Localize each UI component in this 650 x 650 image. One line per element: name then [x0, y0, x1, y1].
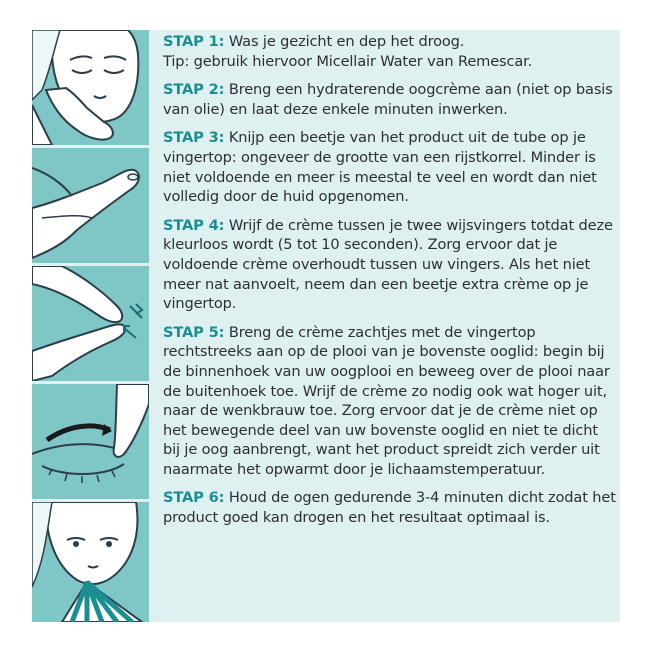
woman-cleansing-face-illustration [32, 30, 149, 145]
step-4-text: Wrijf de crème tussen je twee wijsvingers totdat deze kleurloos wordt (5 tot 10 seconden). Zorg ervoor dat je voldoende crème overhoudt tussen uw vingers. Als het niet meer nat aanvoelt, neem dan een beetje extra crème op je vingertop. [163, 216, 613, 313]
steps-list [163, 32, 618, 537]
face-fan-drawing [32, 502, 149, 622]
eyelid-drawing [32, 384, 149, 499]
step-5 [163, 323, 618, 480]
step-6-text: Houd de ogen gedurende 3-4 minuten dicht zodat het product goed kan drogen en het resultaat optimaal is. [163, 489, 616, 527]
step-3 [163, 128, 618, 206]
fingertip-with-cream-illustration [32, 148, 149, 263]
step-1-label: STAP 1: [163, 33, 225, 50]
step-2-text: Breng een hydraterende oogcrème aan (niet op basis van olie) en laat deze enkele minuten inwerken. [163, 81, 613, 118]
rubbing-fingertips-illustration [32, 266, 149, 381]
fingertips-drawing [32, 266, 149, 381]
face-cleansing-drawing [32, 30, 149, 145]
step-5-label: STAP 5: [163, 323, 225, 341]
step-6 [163, 488, 618, 527]
step-2 [163, 80, 618, 119]
step-4-label: STAP 4: [163, 216, 225, 234]
step-4 [163, 216, 618, 314]
woman-eyes-closed-fan-illustration [32, 502, 149, 622]
step-3-text: Knijp een beetje van het product uit de tube op je vingertop: ongeveer de grootte van een rijstkorrel. Minder is niet voldoende en meer is meestal te veel en wordt dan niet volledig door de huid opgenomen. [163, 129, 597, 206]
step-1 [163, 32, 618, 71]
step-1-text: Was je gezicht en dep het droog. [224, 33, 465, 50]
step-1-tip: Tip: gebruik hiervoor Micellair Water van Remescar. [163, 52, 533, 70]
step-6-label: STAP 6: [163, 489, 225, 507]
step-2-label: STAP 2: [163, 81, 225, 99]
step-3-label: STAP 3: [163, 129, 225, 147]
applying-cream-eyelid-illustration [32, 384, 149, 499]
finger-drawing [32, 148, 149, 263]
step-5-text: Breng de crème zachtjes met de vingertop rechtstreeks aan op de plooi van je bovenste ooglid: begin bij de binnenhoek van uw oogplooi en beweeg over de plooi naar de buitenhoek toe. Wrijf de crème zo nodig ook wat hoger uit, naar de wenkbrauw toe. Zorg ervoor dat je de crème niet op het bewegende deel van uw bovenste ooglid en niet te dicht bij je oog aanbrengt, want het product spreidt zich verder uit naarmate het opwarmt door je lichaamstemperatuur. [163, 323, 610, 478]
